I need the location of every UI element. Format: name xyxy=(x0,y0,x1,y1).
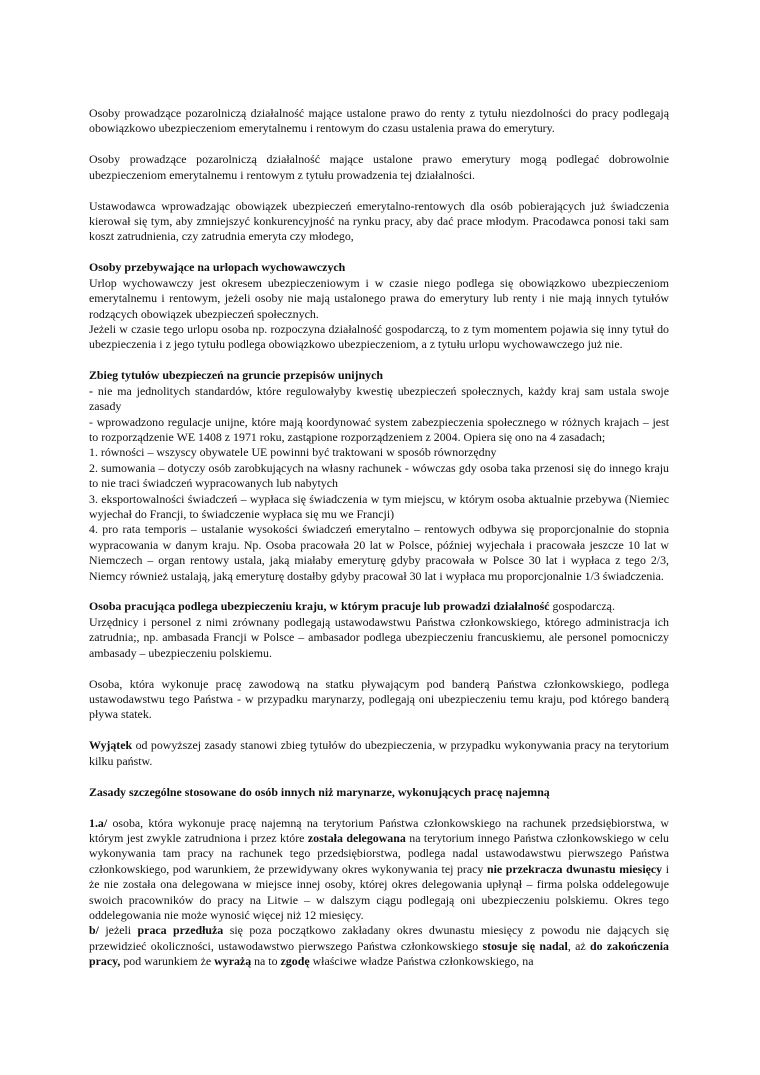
paragraph-working-person: Osoba pracująca podlega ubezpieczeniu kraju, w którym pracuje lub prowadzi działalność gospodarczą. xyxy=(89,599,615,614)
list-item-pro-rata: 4. pro rata temporis – ustalanie wysokości świadczeń emerytalno – rentowych odbywa się proporcjonalnie do stopnia wypracowania w danym kraju. Np. Osoba pracowała 20 lat w Polsce, później wyjechała i pracowała jeszcze 10 lat w Niemczech – organ rentowy ustala, jaką miałaby emeryturę gdyby pracowała w Polsce 30 lat i wypłaca z tego 2/3, Niemcy również ustalają, jaką emeryturę dostałby gdyby pracował 30 lat i wypłaca mu proporcjonalnie 1/3 świadczenia. xyxy=(89,522,669,583)
heading-parental-leave: Osoby przebywające na urlopach wychowawczych xyxy=(89,260,346,275)
paragraph-exception: Wyjątek od powyższej zasady stanowi zbieg tytułów do ubezpieczenia, w przypadku wykonywania pracy na terytorium kilku państw. xyxy=(89,738,669,768)
paragraph-parental-leave-business: Jeżeli w czasie tego urlopu osoba np. rozpoczyna działalność gospodarczą, to z tym momentem pojawia się inny tytuł do ubezpieczenia i z jego tytułu podlega obowiązkowo ubezpieczeniom, a z tytułu urlopu wychowawczego już nie. xyxy=(89,321,669,352)
paragraph-ship: Osoba, która wykonuje pracę zawodową na statku pływającym pod banderą Państwa członkowskiego, podlega ustawodawstwu tego Państwa - w przypadku marynarzy, podlegają oni ubezpieczeniu temu kraju, pod którego banderą pływa statek. xyxy=(89,676,669,722)
list-dash: - xyxy=(89,383,98,398)
heading-eu-rules: Zbieg tytułów ubezpieczeń na gruncie przepisów unijnych xyxy=(89,368,383,383)
paragraph-legislator: Ustawodawca wprowadzając obowiązek ubezpieczeń emerytalno-rentowych dla osób pobierających już świadczenia kierował się tym, aby zmniejszyć konkurencyjność na rynku pracy, aby dać prace młodym. Pracodawca ponosi taki sam koszt zatrudnienia, czy zatrudnia emeryta czy młodego, xyxy=(89,198,669,244)
list-item-summation: 2. sumowania – dotyczy osób zarobkujących na własny rachunek - wówczas gdy osoba taka przenosi się do innego kraju to nie traci świadczeń wypracowanych lub nabytych xyxy=(89,460,669,491)
paragraph-officials: Urzędnicy i personel z nimi zrównany podlegają ustawodawstwu Państwa członkowskiego, którego administracja ich zatrudnia;, np. ambasada Francji w Polsce – ambasador podlega ubezpieczeniu francuskiemu, ale personel pomocniczy ambasady – ubezpieczeniu polskiemu. xyxy=(89,614,669,660)
heading-special-rules: Zasady szczególne stosowane do osób innych niż marynarze, wykonujących pracę najemną xyxy=(89,784,550,799)
paragraph-parental-leave: Urlop wychowawczy jest okresem ubezpieczeniowym i w czasie niego podlega się obowiązkowo ubezpieczeniom emerytalnemu i rentowym, jeżeli osoby nie mają ustalonego prawa do emerytury lub renty i nie mają innych tytułów rodzących obowiązek ubezpieczeń społecznych. xyxy=(89,275,669,321)
list-item-equality: 1. równości – wszyscy obywatele UE powinni być traktowani w sposób równorzędny xyxy=(89,445,497,460)
list-item-standards: - nie ma jednolitych standardów, które regulowałyby kwestię ubezpieczeń społecznych, każdy kraj sam ustala swoje zasady xyxy=(89,383,669,414)
list-item-regulation: - wprowadzono regulacje unijne, które mają koordynować system zabezpieczenia społecznego w różnych krajach – jest to rozporządzenie WE 1408 z 1971 roku, zastąpione rozporządzeniem z 2004. Opiera się ono na 4 zasadach; xyxy=(89,414,669,444)
list-item-exportability: 3. eksportowalności świadczeń – wypłaca się świadczenia w tym miejscu, w którym osoba aktualnie przebywa (Niemiec wyjechał do Francji, to świadczenie wypłaca się mu we Francji) xyxy=(89,491,669,521)
paragraph-pension-voluntary: Osoby prowadzące pozarolniczą działalność mające ustalone prawo emerytury mogą podlegać dobrowolnie ubezpieczeniom emerytalnemu i rentowym z tytułu prowadzenia tej działalności. xyxy=(89,152,669,182)
paragraph-delegation-b: b/ jeżeli praca przedłuża się poza początkowo zakładany okres dwunastu miesięcy z powodu nie dających się przewidzieć okoliczności, ustawodawstwo pierwszego Państwa członkowskiego stosuje się nadal, aż do zakończenia pracy, pod warunkiem że wyrażą na to zgodę właściwe władze Państwa członkowskiego, na xyxy=(89,923,669,969)
paragraph-delegation-a: 1.a/ osoba, która wykonuje pracę najemną na terytorium Państwa członkowskiego na rachunek przedsiębiorstwa, w którym jest zwykle zatrudniona i przez które została delegowana na terytorium innego Państwa członkowskiego w celu wykonywania tam pracy na rachunek tego przedsiębiorstwa, podlega nadal ustawodawstwu pierwszego Państwa członkowskiego, pod warunkiem, że przewidywany okres wykonywania tej pracy nie przekracza dwunastu miesięcy i że nie została ona delegowana w miejsce innej osoby, której okres delegowania upłynął – firma polska oddelegowuje swoich pracowników do pracy na Litwie – w dalszym ciągu podlegają oni ubezpieczeniu polskiemu. Okres tego oddelegowania nie może wynosić więcej niż 12 miesięcy. xyxy=(89,815,669,922)
paragraph-pension-disability: Osoby prowadzące pozarolniczą działalność mające ustalone prawo do renty z tytułu niezdolności do pracy podlegają obowiązkowo ubezpieczeniom emerytalnemu i rentowym do czasu ustalenia prawa do emerytury. xyxy=(89,106,669,136)
document-page xyxy=(89,106,669,970)
